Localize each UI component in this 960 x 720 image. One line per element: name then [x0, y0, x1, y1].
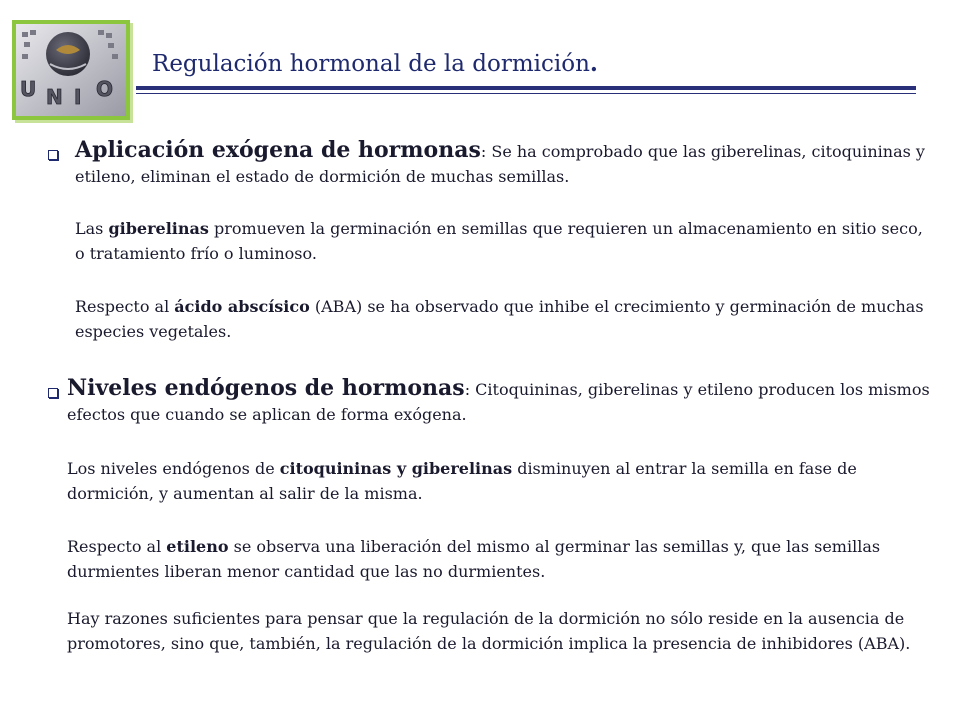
university-emblem-icon: [12, 20, 130, 120]
title-rule-thin: [136, 93, 916, 94]
text-run: Las: [75, 219, 109, 238]
text-run: (ABA) se ha observado que inhibe el crecimiento y germinación de muchas especies vegetales.: [75, 297, 924, 341]
paragraph-giberelinas: [75, 216, 935, 266]
logo-letter-u: U: [20, 77, 37, 101]
hollow-square-bullet-icon: [48, 150, 58, 160]
bold-term: citoquininas y giberelinas: [279, 459, 513, 478]
section-heading-tail: : Citoquininas, giberelinas y etileno producen los mismos efectos que cuando se aplican de forma exógena.: [67, 380, 930, 424]
section-heading: Aplicación exógena de hormonas: [75, 137, 481, 163]
text-run: se observa una liberación del mismo al germinar las semillas y, que las semillas durmientes liberan menor cantidad que las no durmientes.: [67, 537, 881, 581]
text-run: Los niveles endógenos de: [67, 459, 280, 478]
paragraph-etileno: [67, 534, 937, 584]
paragraph-citoquininas: [67, 456, 937, 506]
text-run: disminuyen al entrar la semilla en fase de dormición, y aumentan al salir de la misma.: [67, 459, 857, 503]
logo-letter-i: I: [74, 85, 82, 109]
text-run: Respecto al: [75, 297, 175, 316]
bold-term: giberelinas: [108, 219, 209, 238]
paragraph-inhibidores: [67, 606, 937, 656]
bold-term: etileno: [166, 537, 229, 556]
section-heading: Niveles endógenos de hormonas: [67, 375, 465, 401]
section-lead: [67, 376, 937, 427]
title-rule-thick: [136, 86, 916, 90]
slide-title: [152, 50, 598, 77]
hollow-square-bullet-icon: [48, 388, 58, 398]
text-run: Hay razones suficientes para pensar que la regulación de la dormición no sólo reside en la ausencia de promotores, sino que, también, la regulación de la dormición implica la presencia de inhibidores (ABA).: [67, 609, 911, 653]
logo-letter-n: N: [46, 85, 63, 109]
slide-title-period: .: [589, 50, 598, 77]
paragraph-acido-abscisico: [75, 294, 935, 344]
slide-title-text: Regulación hormonal de la dormición: [152, 51, 590, 77]
bold-term: ácido abscísico: [174, 297, 310, 316]
section-heading-tail: : Se ha comprobado que las giberelinas, citoquininas y etileno, eliminan el estado de dormición de muchas semillas.: [75, 142, 925, 186]
text-run: promueven la germinación en semillas que requieren un almacenamiento en sitio seco, o tratamiento frío o luminoso.: [75, 219, 923, 263]
logo-letter-o: O: [96, 77, 114, 101]
text-run: Respecto al: [67, 537, 167, 556]
section-lead: [75, 138, 935, 189]
